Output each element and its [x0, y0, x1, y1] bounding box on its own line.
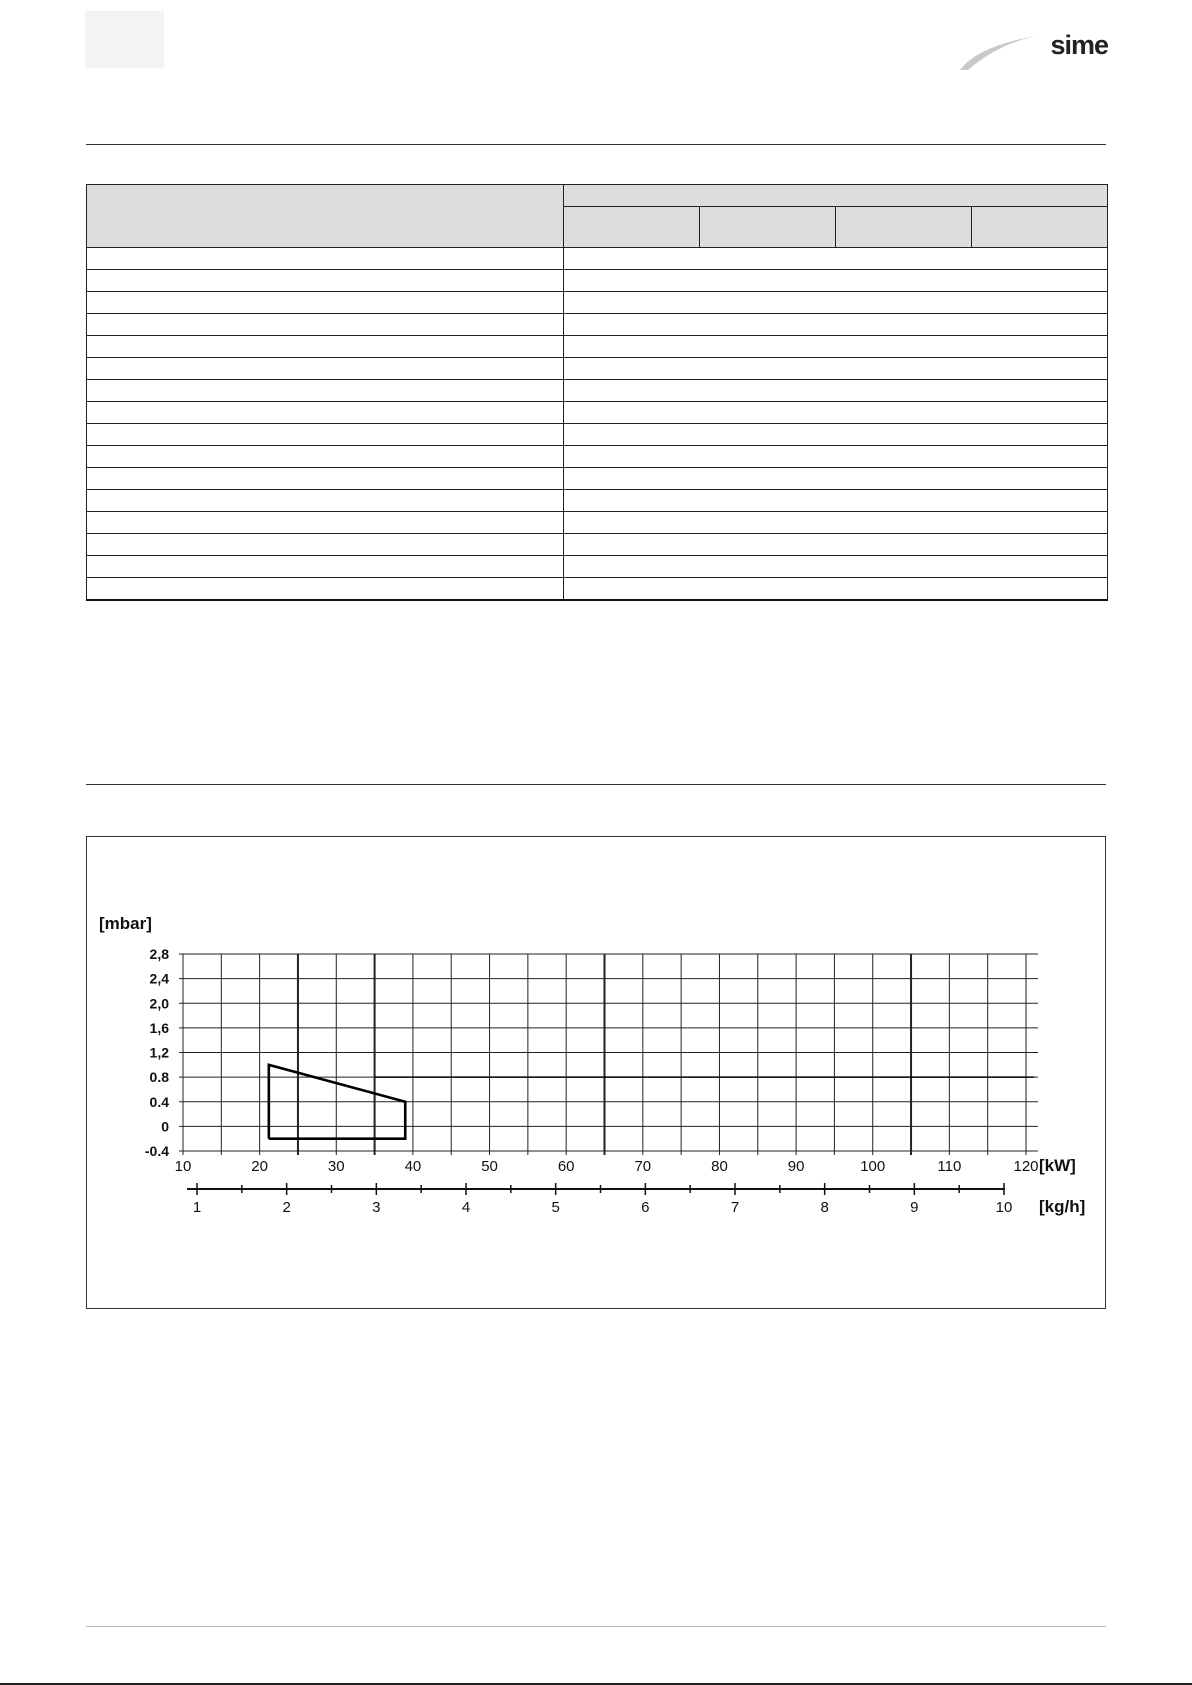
table-body — [87, 248, 1108, 601]
table-cell-parameter — [87, 578, 564, 601]
y-tick-label: 1,2 — [149, 1044, 169, 1061]
table-cell-parameter — [87, 468, 564, 490]
top-divider — [86, 144, 1106, 145]
table-row — [87, 578, 1108, 601]
secondary-tick-label: 6 — [641, 1199, 650, 1216]
table-cell-value — [564, 336, 1108, 358]
table-cell-value — [564, 446, 1108, 468]
logo-swoosh-icon — [958, 26, 1038, 72]
secondary-tick-label: 4 — [461, 1199, 471, 1216]
y-tick-label: 1,6 — [149, 1019, 169, 1036]
x-tick-label: 90 — [787, 1158, 805, 1175]
y-tick-label: 2,4 — [149, 970, 169, 987]
y-tick-label: -0.4 — [144, 1143, 169, 1159]
secondary-tick-label: 9 — [910, 1199, 919, 1216]
table-cell-value — [564, 578, 1108, 601]
secondary-tick-label: 1 — [192, 1199, 202, 1216]
table-row — [87, 446, 1108, 468]
secondary-tick-label: 10 — [995, 1199, 1013, 1216]
table-row — [87, 248, 1108, 270]
table-cell-parameter — [87, 358, 564, 380]
table-cell-value — [564, 358, 1108, 380]
table-row — [87, 270, 1108, 292]
x-axis-label: [kW] — [1039, 1156, 1076, 1175]
table-row — [87, 314, 1108, 336]
x-tick-label: 30 — [327, 1158, 345, 1175]
table-header-col-1 — [564, 207, 700, 248]
table-cell-value — [564, 270, 1108, 292]
table-cell-value — [564, 424, 1108, 446]
table-cell-parameter — [87, 336, 564, 358]
y-tick-label: 2,8 — [149, 946, 169, 962]
table-cell-value — [564, 314, 1108, 336]
table-cell-parameter — [87, 314, 564, 336]
brand-logo-text: sime — [1050, 30, 1108, 60]
table-cell-parameter — [87, 556, 564, 578]
table-cell-parameter — [87, 534, 564, 556]
table-row — [87, 490, 1108, 512]
x-tick-label: 50 — [481, 1158, 498, 1175]
table-row — [87, 512, 1108, 534]
pressure-chart — [87, 837, 1107, 1310]
table-cell-parameter — [87, 248, 564, 270]
table-header-col-4 — [972, 207, 1108, 248]
secondary-tick-label: 5 — [551, 1199, 560, 1216]
table-row — [87, 468, 1108, 490]
table-row — [87, 358, 1108, 380]
table-header-parameter — [87, 185, 564, 248]
sime-logo — [958, 26, 1108, 72]
y-tick-label: 2,0 — [149, 995, 169, 1012]
x-tick-label: 20 — [251, 1158, 268, 1175]
x-tick-label: 60 — [557, 1158, 575, 1175]
table-cell-value — [564, 292, 1108, 314]
secondary-tick-label: 2 — [282, 1199, 291, 1216]
table-cell-value — [564, 490, 1108, 512]
table-cell-value — [564, 402, 1108, 424]
section-divider — [86, 784, 1106, 785]
x-tick-label: 100 — [860, 1158, 886, 1175]
x-tick-label: 10 — [174, 1158, 192, 1175]
table-row — [87, 292, 1108, 314]
secondary-tick-label: 3 — [372, 1199, 381, 1216]
table-cell-parameter — [87, 424, 564, 446]
table-cell-parameter — [87, 292, 564, 314]
x-tick-label: 110 — [937, 1158, 962, 1175]
table-cell-value — [564, 512, 1108, 534]
x-tick-label: 120 — [1013, 1158, 1039, 1175]
table-cell-value — [564, 380, 1108, 402]
table-row — [87, 556, 1108, 578]
table-cell-parameter — [87, 490, 564, 512]
table-cell-value — [564, 534, 1108, 556]
table-cell-parameter — [87, 512, 564, 534]
x-tick-label: 40 — [404, 1158, 422, 1175]
x-tick-label: 80 — [711, 1158, 728, 1175]
table-row — [87, 336, 1108, 358]
table-row — [87, 534, 1108, 556]
table-row — [87, 424, 1108, 446]
table-cell-parameter — [87, 402, 564, 424]
table-header-col-3 — [836, 207, 972, 248]
table-cell-parameter — [87, 446, 564, 468]
chart-frame — [86, 836, 1106, 1309]
table-cell-value — [564, 468, 1108, 490]
table-cell-parameter — [87, 270, 564, 292]
footer-rule — [86, 1626, 1106, 1627]
table-row — [87, 380, 1108, 402]
table-row — [87, 402, 1108, 424]
table-cell-parameter — [87, 380, 564, 402]
y-axis-label: [mbar] — [99, 914, 152, 933]
corner-placeholder — [85, 11, 164, 68]
secondary-axis-label: [kg/h] — [1039, 1197, 1086, 1216]
secondary-tick-label: 7 — [730, 1199, 740, 1216]
x-tick-label: 70 — [634, 1158, 652, 1175]
y-tick-label: 0 — [161, 1118, 169, 1135]
secondary-tick-label: 8 — [820, 1199, 829, 1216]
table-cell-value — [564, 556, 1108, 578]
y-tick-label: 0.8 — [149, 1069, 169, 1086]
table-cell-value — [564, 248, 1108, 270]
y-tick-label: 0.4 — [149, 1093, 169, 1110]
table-header-col-2 — [700, 207, 836, 248]
specification-table — [86, 184, 1108, 601]
table-header-group — [564, 185, 1108, 207]
